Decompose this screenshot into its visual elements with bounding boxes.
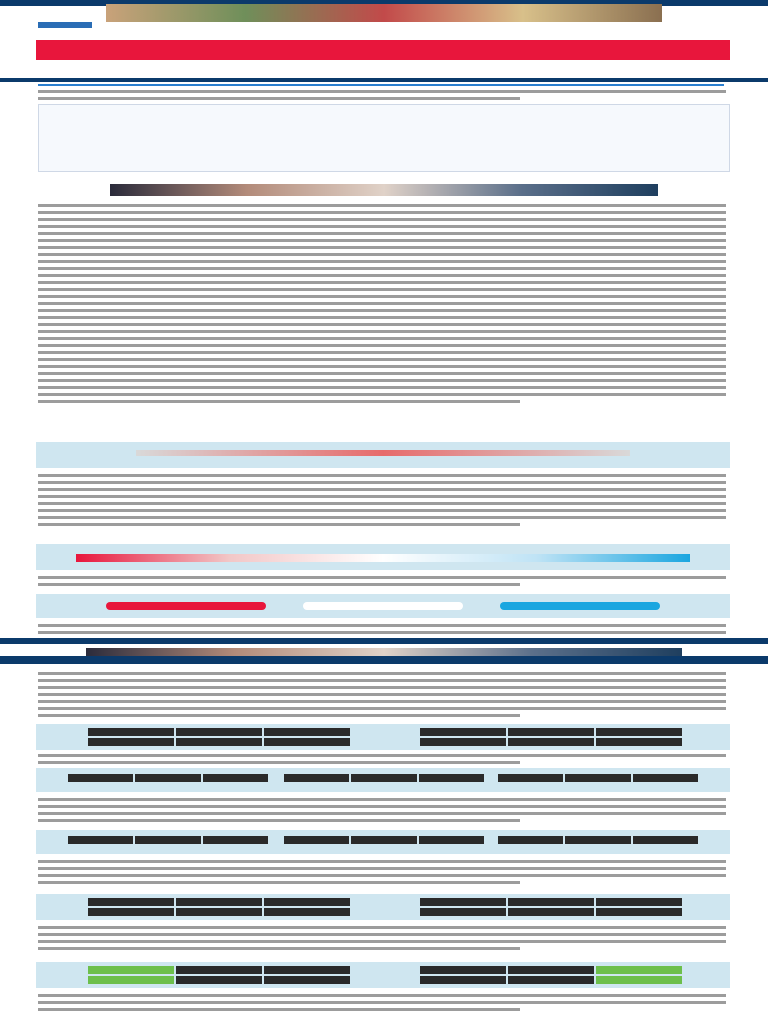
- grid-cell: [420, 738, 506, 746]
- body-text: [38, 994, 726, 1015]
- toc-item[interactable]: [47, 135, 721, 145]
- intro-text: [38, 90, 726, 104]
- table-of-contents: [38, 104, 730, 172]
- grid-cell-highlight: [596, 966, 682, 974]
- grid-cell: [351, 836, 416, 844]
- grid-cell: [264, 898, 350, 906]
- callout-text: [36, 544, 730, 548]
- spectrum-box: [36, 544, 730, 570]
- grid-cell: [88, 728, 174, 736]
- grid-cell: [176, 898, 262, 906]
- score-grid: [68, 836, 268, 844]
- grid-cell: [264, 728, 350, 736]
- toc-item[interactable]: [47, 159, 721, 169]
- body-text: [38, 204, 726, 407]
- body-text: [38, 474, 726, 530]
- body-text: [38, 672, 726, 721]
- grid-cell: [264, 738, 350, 746]
- callout-box: [36, 442, 730, 468]
- grid-cell: [88, 898, 174, 906]
- section-divider: [0, 638, 768, 644]
- section-image: [110, 184, 658, 196]
- grid-cell: [284, 836, 349, 844]
- grid-cell: [420, 976, 506, 984]
- grid-cell: [88, 738, 174, 746]
- grid-cell: [351, 774, 416, 782]
- left-pill: [106, 602, 266, 610]
- score-grid: [88, 966, 350, 984]
- score-grid: [498, 836, 698, 844]
- grid-cell: [135, 836, 200, 844]
- article-headline: [38, 24, 728, 38]
- score-grid: [68, 774, 268, 782]
- grid-cell: [508, 976, 594, 984]
- grid-cell: [264, 976, 350, 984]
- grid-cell: [203, 836, 268, 844]
- section-title-bar: [0, 656, 768, 664]
- middle-pill: [303, 602, 463, 610]
- callout-text: [36, 442, 730, 446]
- grid-cell: [596, 738, 682, 746]
- section-image: [86, 648, 682, 656]
- grid-cell: [203, 774, 268, 782]
- score-grid: [420, 728, 682, 746]
- score-grid: [88, 898, 350, 916]
- grid-cell: [176, 728, 262, 736]
- grid-cell: [176, 738, 262, 746]
- score-grid: [498, 774, 698, 782]
- grid-cell: [176, 908, 262, 916]
- grid-cell: [565, 836, 630, 844]
- grid-cell: [176, 976, 262, 984]
- grid-cell: [264, 966, 350, 974]
- grid-cell: [135, 774, 200, 782]
- grid-cell: [264, 908, 350, 916]
- body-text: [38, 860, 726, 888]
- grid-cell: [596, 908, 682, 916]
- toc-item[interactable]: [47, 123, 721, 133]
- grid-cell: [633, 836, 698, 844]
- grid-cell: [508, 738, 594, 746]
- hero-image: [106, 4, 662, 22]
- callout-bar: [136, 450, 630, 456]
- score-grid: [88, 728, 350, 746]
- score-grid: [284, 836, 484, 844]
- grid-cell: [498, 836, 563, 844]
- grid-cell-highlight: [88, 976, 174, 984]
- body-text: [38, 576, 726, 590]
- grid-cell: [68, 836, 133, 844]
- grid-cell: [565, 774, 630, 782]
- grid-cell: [419, 774, 484, 782]
- score-grid: [420, 966, 682, 984]
- grid-cell: [420, 908, 506, 916]
- body-text: [38, 754, 726, 768]
- nav-bar: [0, 78, 768, 82]
- grid-cell: [508, 728, 594, 736]
- toc-item[interactable]: [47, 147, 721, 157]
- grid-cell: [284, 774, 349, 782]
- nav-underline: [38, 84, 724, 86]
- score-grid: [284, 774, 484, 782]
- toc-item[interactable]: [47, 111, 721, 121]
- grid-cell-highlight: [88, 966, 174, 974]
- body-text: [38, 798, 726, 826]
- grid-cell: [68, 774, 133, 782]
- grid-cell: [498, 774, 563, 782]
- body-text: [38, 926, 726, 954]
- body-text: [38, 624, 726, 638]
- spectrum-bar: [76, 554, 690, 562]
- grid-cell: [596, 898, 682, 906]
- grid-cell: [508, 908, 594, 916]
- grid-cell: [176, 966, 262, 974]
- grid-cell: [508, 966, 594, 974]
- grid-cell: [596, 728, 682, 736]
- comparison-box: [36, 594, 730, 618]
- grid-cell: [420, 898, 506, 906]
- right-pill: [500, 602, 660, 610]
- grid-cell: [508, 898, 594, 906]
- promo-banner[interactable]: [36, 40, 730, 60]
- grid-cell: [633, 774, 698, 782]
- grid-cell: [420, 966, 506, 974]
- grid-cell-highlight: [596, 976, 682, 984]
- score-grid: [420, 898, 682, 916]
- grid-cell: [88, 908, 174, 916]
- grid-cell: [420, 728, 506, 736]
- grid-cell: [419, 836, 484, 844]
